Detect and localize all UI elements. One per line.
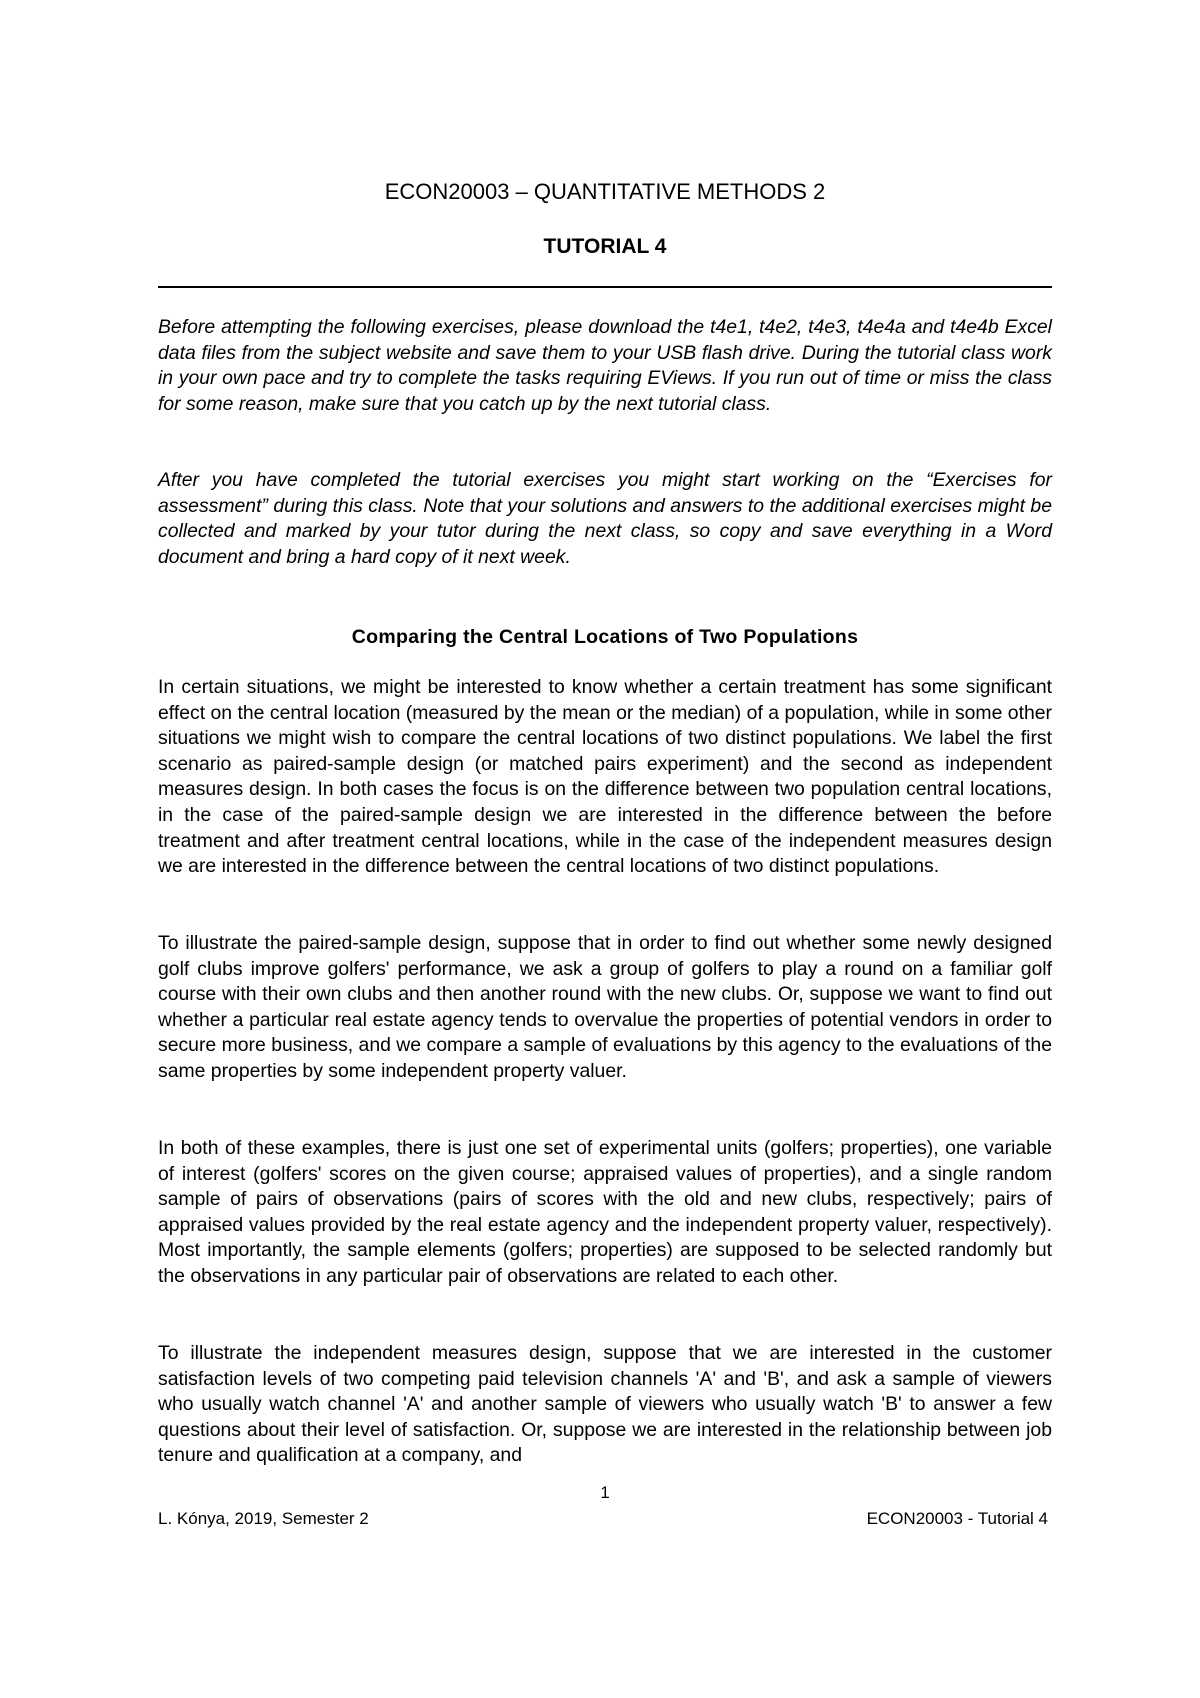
tutorial-title: TUTORIAL 4 (543, 235, 667, 258)
footer-doc-title: ECON20003 - Tutorial 4 (866, 1509, 1048, 1528)
section-paragraph-2: To illustrate the paired-sample design, suppose that in order to find out whether some newly designed golf clubs improve golfers' performance, we ask a group of golfers to play a round on a familiar golf course with their own clubs and then another round with the new clubs. Or, suppose we want to find out whether a particular real estate agency tends to overvalue the properties of potential vendors in order to secure more business, and we compare a sample of evaluations by this agency to the evaluations of the same properties by some independent property valuer. (158, 932, 1052, 1082)
intro-paragraph-1: Before attempting the following exercises, please download the t4e1, t4e2, t4e3, t4e4a and t4e4b Excel data files from the subject website and save them to your USB flash drive. During the tutorial class work in your own pace and try to complete the tasks requiring EViews. If you run out of time or miss the class for some reason, make sure that you catch up by the next tutorial class. (158, 316, 1052, 415)
header-divider (158, 286, 1052, 288)
section-paragraph-3: In both of these examples, there is just one set of experimental units (golfers; properties), one variable of interest (golfers' scores on the given course; appraised values of properties), and a single random sample of pairs of observations (pairs of scores with the old and new clubs, respectively; pairs of appraised values provided by the real estate agency and the independent property valuer, respectively). Most importantly, the sample elements (golfers; properties) are supposed to be selected randomly but the observations in any particular pair of observations are related to each other. (158, 1137, 1052, 1287)
page-number: 1 (600, 1483, 610, 1502)
section-paragraph-1: In certain situations, we might be interested to know whether a certain treatment has some significant effect on the central location (measured by the mean or the median) of a population, while in some other situations we might wish to compare the central locations of two distinct populations. We label the first scenario as paired-sample design (or matched pairs experiment) and the second as independent measures design. In both cases the focus is on the difference between two population central locations, in the case of the paired-sample design we are interested in the difference between the before treatment and after treatment central locations, while in the case of the independent measures design we are interested in the difference between the central locations of two distinct populations. (158, 676, 1052, 878)
footer-author: L. Kónya, 2019, Semester 2 (158, 1509, 369, 1528)
section-heading: Comparing the Central Locations of Two Populations (351, 626, 859, 648)
section-paragraph-4: To illustrate the independent measures design, suppose that we are interested in the customer satisfaction levels of two competing paid television channels 'A' and 'B', and ask a sample of viewers who usually watch channel 'A' and another sample of viewers who usually watch 'B' to answer a few questions about their level of satisfaction. Or, suppose we are interested in the relationship between job tenure and qualification at a company, and (158, 1342, 1052, 1467)
document-page (158, 0, 1052, 1698)
course-title: ECON20003 – QUANTITATIVE METHODS 2 (384, 179, 826, 204)
intro-paragraph-2: After you have completed the tutorial exercises you might start working on the “Exercises for assessment” during this class. Note that your solutions and answers to the additional exercises might be collected and marked by your tutor during the next class, so copy and save everything in a Word document and bring a hard copy of it next week. (158, 469, 1052, 568)
